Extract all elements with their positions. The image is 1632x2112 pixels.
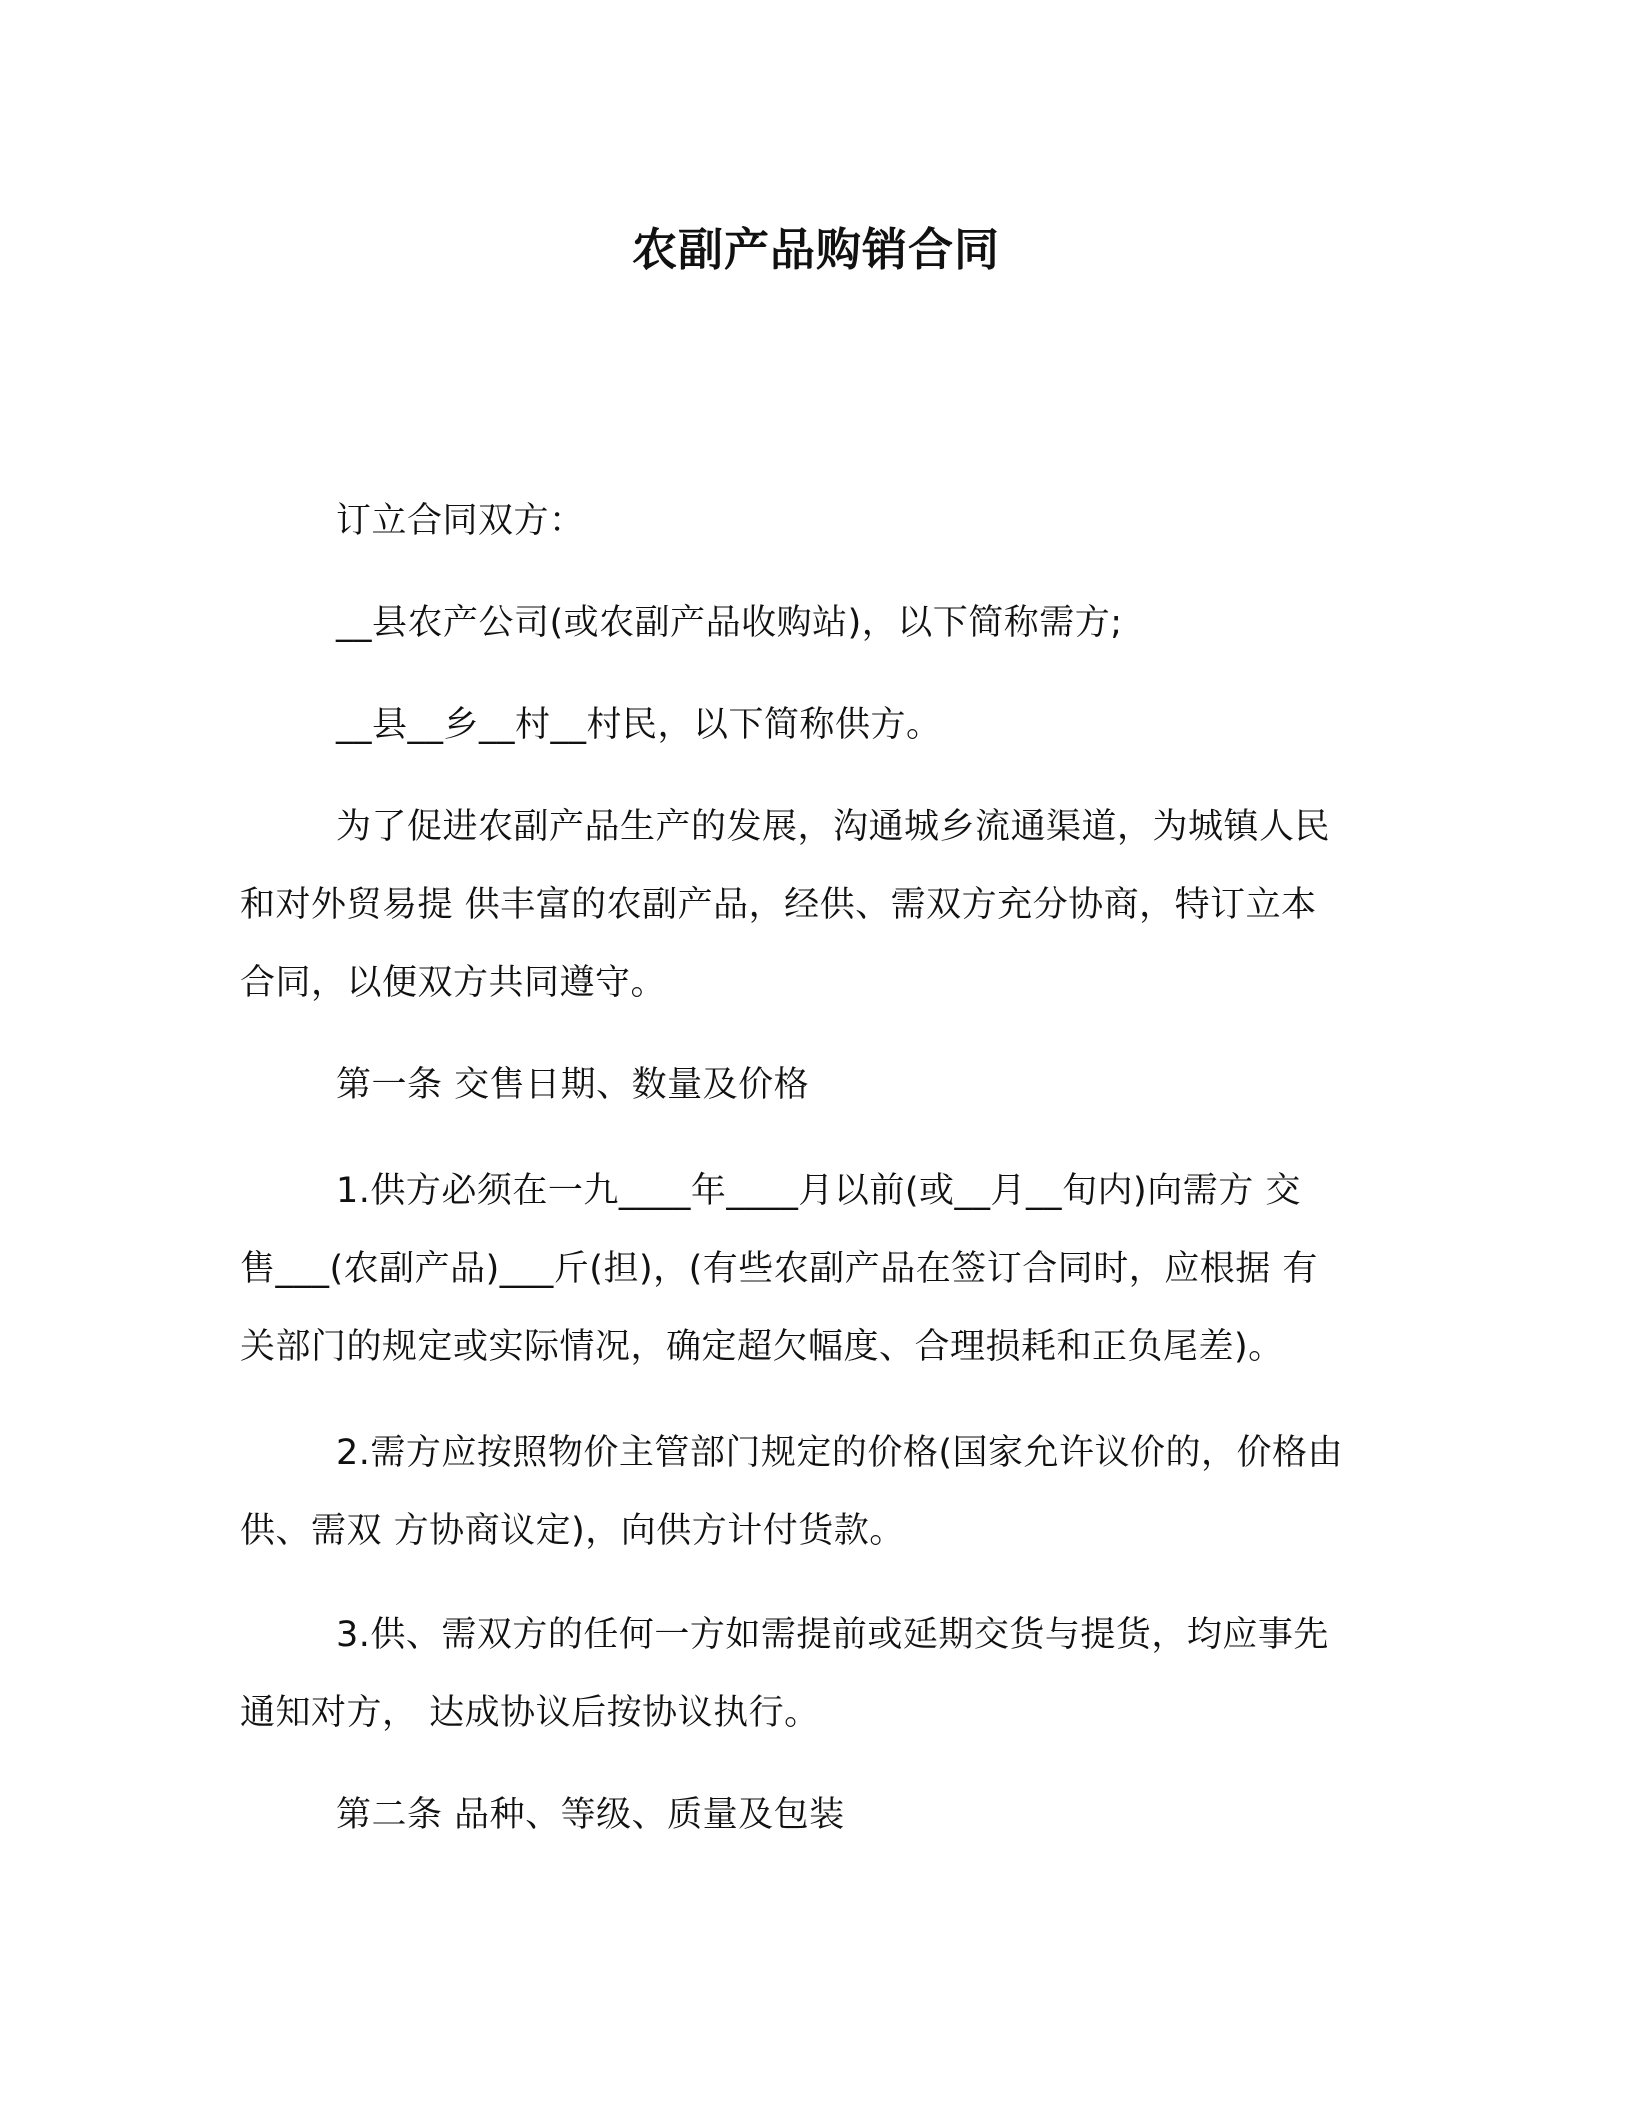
article-2-heading [240, 1776, 1388, 1854]
paragraph-line: __县农产公司(或农副产品收购站)，以下简称需方; [336, 603, 1123, 643]
buyer-party [240, 584, 1388, 662]
paragraph-line: 第一条 交售日期、数量及价格 [336, 1065, 810, 1105]
supplier-party [240, 686, 1388, 764]
paragraph-line: 和对外贸易提 供丰富的农副产品，经供、需双方充分协商，特订立本 [240, 885, 1317, 925]
paragraph-line: 通知对方， 达成协议后按协议执行。 [240, 1693, 820, 1733]
paragraph-line: 订立合同双方： [336, 501, 585, 541]
paragraph-line: __县__乡__村__村民，以下简称供方。 [336, 705, 942, 745]
paragraph-line: 关部门的规定或实际情况，确定超欠幅度、合理损耗和正负尾差)。 [240, 1327, 1284, 1367]
article-1-clause-3 [240, 1596, 1388, 1752]
paragraph-line: 为了促进农副产品生产的发展，沟通城乡流通渠道，为城镇人民 [336, 807, 1331, 847]
article-1-clause-1 [240, 1152, 1388, 1386]
preamble-paragraph [240, 788, 1388, 1022]
paragraph-line: 供、需双 方协商议定)，向供方计付货款。 [240, 1511, 905, 1551]
paragraph-line: 3.供、需双方的任何一方如需提前或延期交货与提货，均应事先 [336, 1615, 1329, 1655]
paragraph-line: 2.需方应按照物价主管部门规定的价格(国家允许议价的，价格由 [336, 1433, 1344, 1473]
paragraph-line: 合同，以便双方共同遵守。 [240, 963, 667, 1003]
article-1-heading [240, 1046, 1388, 1124]
paragraph-line: 售___(农副产品)___斤(担)，(有些农副产品在签订合同时，应根据 有 [240, 1249, 1318, 1289]
paragraph-line: 1.供方必须在一九____年____月以前(或__月__旬内)向需方 交 [336, 1171, 1301, 1211]
parties-heading [240, 482, 1388, 560]
paragraph-line: 第二条 品种、等级、质量及包装 [336, 1795, 845, 1835]
document-title: 农副产品购销合同 [631, 223, 1000, 276]
article-1-clause-2 [240, 1414, 1388, 1570]
